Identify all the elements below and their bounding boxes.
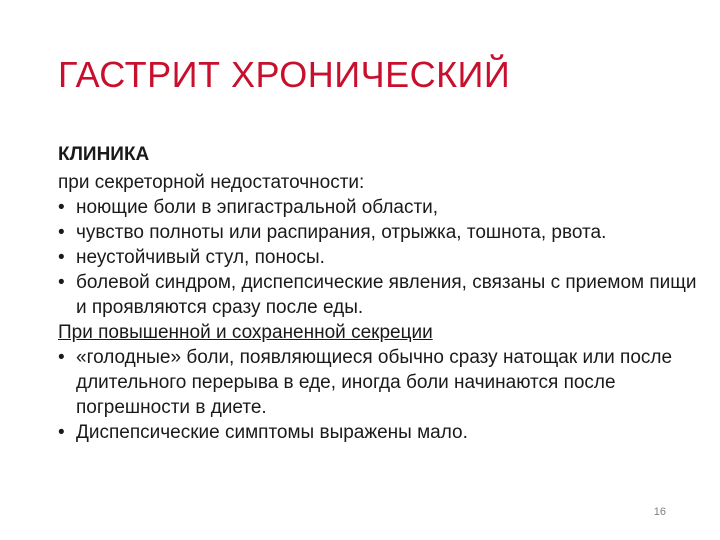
list-item-text: ноющие боли в эпигастральной области, bbox=[76, 197, 439, 218]
list-item-text: чувство полноты или распирания, отрыжка, тошнота, рвота. bbox=[76, 222, 607, 243]
bullet-icon: • bbox=[58, 197, 65, 218]
slide-content bbox=[58, 142, 708, 445]
section2-intro: При повышенной и сохраненной секреции bbox=[58, 322, 433, 343]
page-number: 16 bbox=[653, 506, 666, 518]
list-item bbox=[58, 345, 708, 420]
list-item-text: «голодные» боли, появляющиеся обычно сразу натощак или после длительного перерыва в еде, иногда боли начинаются после погрешности в диете. bbox=[76, 347, 673, 418]
bullet-icon: • bbox=[58, 422, 65, 443]
list-item bbox=[58, 195, 708, 220]
list-item-text: Диспепсические симптомы выражены мало. bbox=[76, 422, 468, 443]
section1-intro: при секреторной недостаточности: bbox=[58, 172, 365, 193]
section1-list bbox=[58, 195, 708, 320]
list-item bbox=[58, 245, 708, 270]
section-heading: КЛИНИКА bbox=[58, 144, 150, 165]
bullet-icon: • bbox=[58, 247, 65, 268]
bullet-icon: • bbox=[58, 222, 65, 243]
list-item-text: неустойчивый стул, поносы. bbox=[76, 247, 325, 268]
bullet-icon: • bbox=[58, 347, 65, 368]
bullet-icon: • bbox=[58, 272, 65, 293]
list-item bbox=[58, 420, 708, 445]
list-item bbox=[58, 220, 708, 245]
section2-list bbox=[58, 345, 708, 445]
list-item-text: болевой синдром, диспепсические явления, связаны с приемом пищи и проявляются сразу после еды. bbox=[76, 272, 697, 318]
slide-title: ГАСТРИТ ХРОНИЧЕСКИЙ bbox=[58, 54, 511, 95]
list-item bbox=[58, 270, 708, 320]
